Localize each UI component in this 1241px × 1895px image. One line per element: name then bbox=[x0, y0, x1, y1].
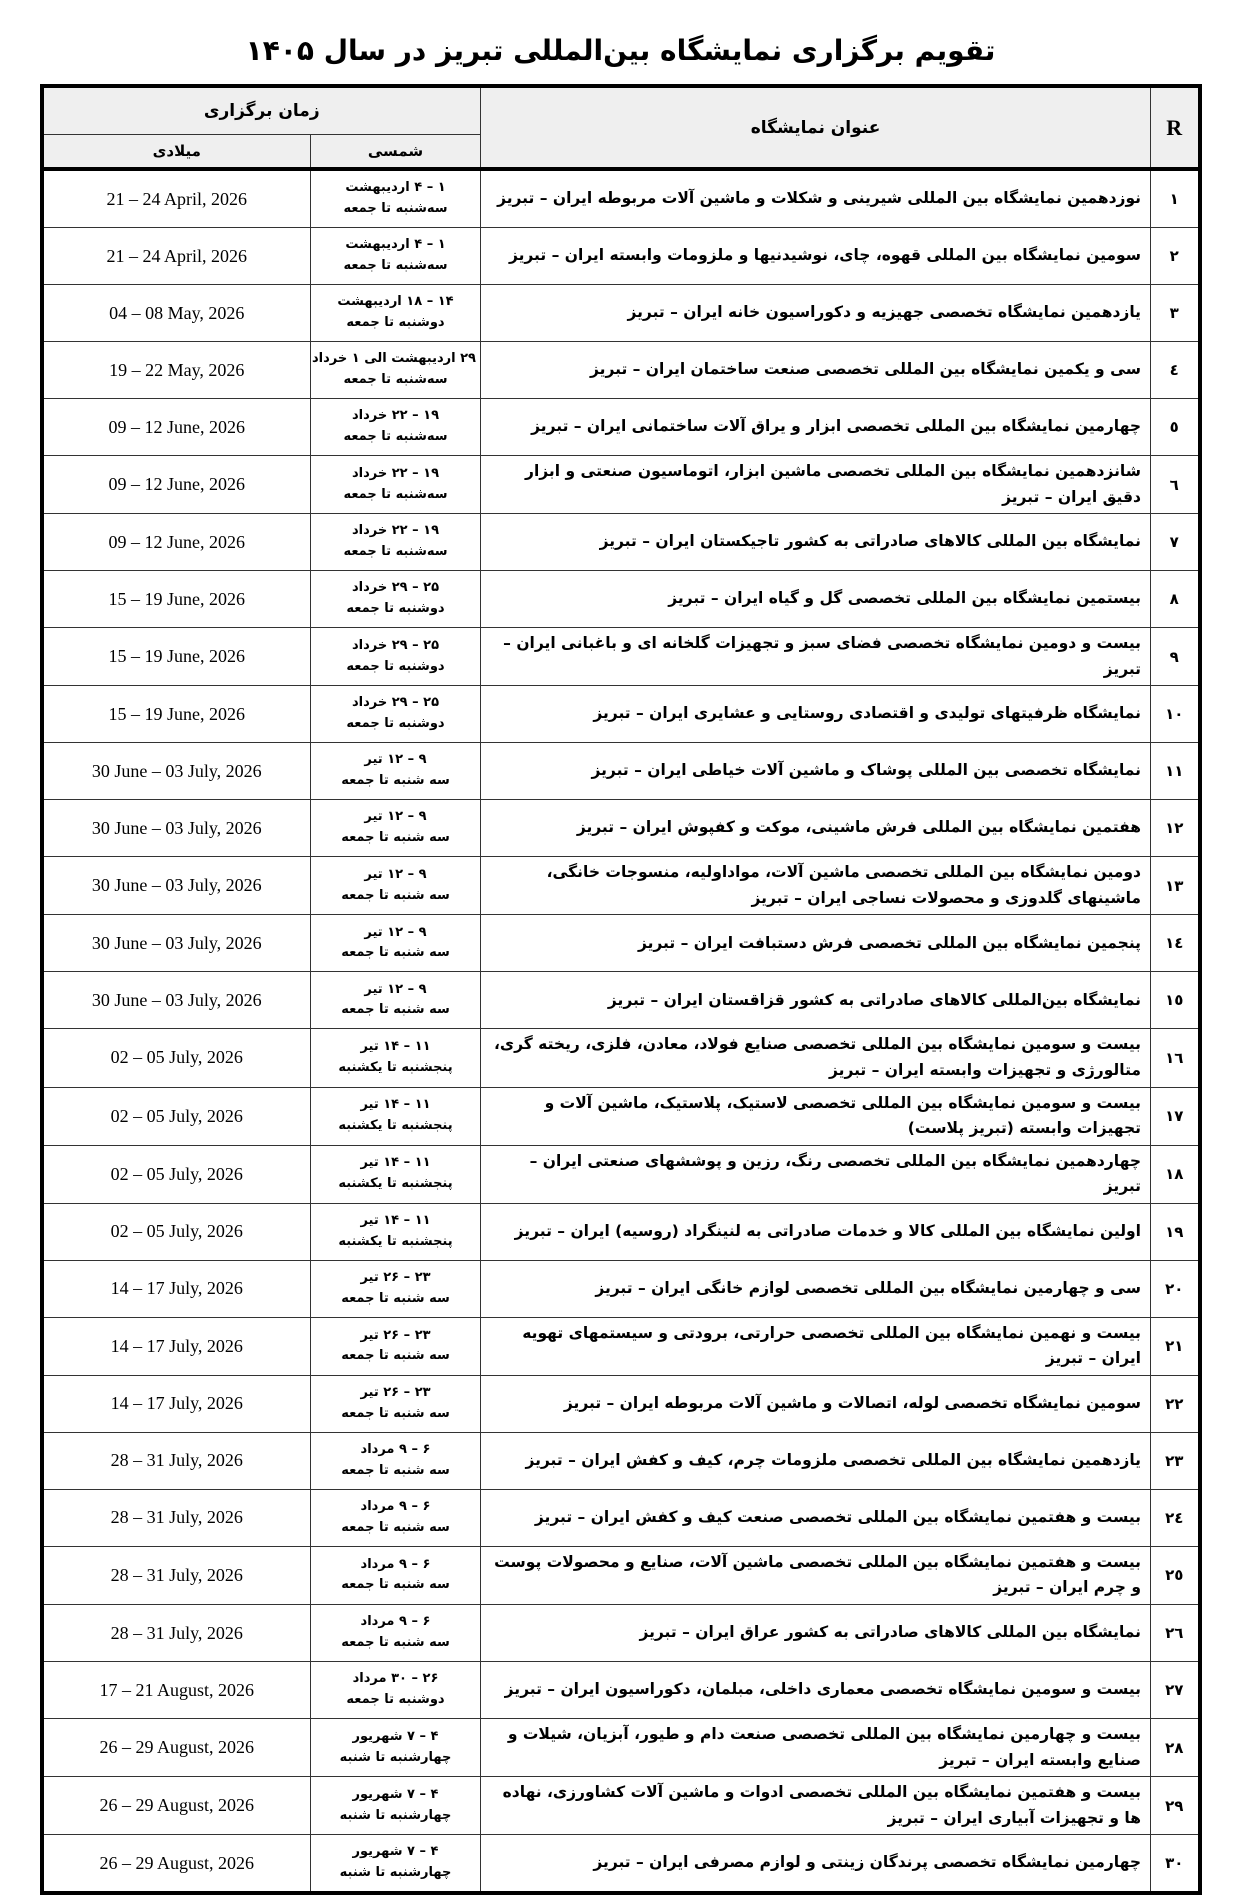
gregorian-date-cell: 28 – 31 July, 2026 bbox=[42, 1432, 311, 1489]
gregorian-date-cell: 09 – 12 June, 2026 bbox=[42, 399, 311, 456]
row-number-cell: ١٤ bbox=[1151, 915, 1200, 972]
solar-date-line: ۲۵ – ۲۹ خرداد bbox=[351, 580, 440, 596]
solar-days-line: چهارشنبه تا شنبه bbox=[339, 1749, 452, 1765]
solar-days-line: سه‌شنبه تا جمعه bbox=[343, 258, 448, 273]
gregorian-date-cell: 15 – 19 June, 2026 bbox=[42, 628, 311, 686]
solar-date-cell bbox=[311, 1029, 481, 1087]
gregorian-date-cell: 15 – 19 June, 2026 bbox=[42, 686, 311, 743]
solar-date-line: ۶ – ۹ مرداد bbox=[360, 1556, 431, 1572]
exhibition-title-cell: سومین نمایشگاه تخصصی لوله، اتصالات و ماشین آلات مربوطه ایران – تبریز bbox=[481, 1375, 1151, 1432]
gregorian-date-cell: 30 June – 03 July, 2026 bbox=[42, 743, 311, 800]
solar-days-line: سه شنبه تا جمعه bbox=[341, 887, 450, 903]
solar-days-line: چهارشنبه تا شنبه bbox=[339, 1807, 452, 1823]
exhibition-title-cell: چهاردهمین نمایشگاه بین المللی تخصصی رنگ، رزین و پوششهای صنعتی ایران – تبریز bbox=[481, 1145, 1151, 1203]
row-number-cell: ٨ bbox=[1151, 571, 1200, 628]
solar-days-line: سه‌شنبه تا جمعه bbox=[343, 544, 448, 560]
exhibition-title-cell: بیست و هفتمین نمایشگاه بین المللی تخصصی ادوات و ماشین آلات کشاورزی، نهاده ها و تجهیزات آبیاری ایران – تبریز bbox=[481, 1777, 1151, 1835]
solar-date-cell bbox=[311, 628, 481, 686]
exhibition-title-cell: یازدهمین نمایشگاه بین المللی تخصصی ملزومات چرم، کیف و کفش ایران – تبریز bbox=[481, 1432, 1151, 1489]
solar-date-cell bbox=[311, 1145, 481, 1203]
solar-date-line: ۹ – ۱۲ تیر bbox=[364, 752, 427, 768]
solar-date-line: ۱۹ – ۲۲ خرداد bbox=[351, 523, 440, 539]
solar-date-line: ۱۹ – ۲۲ خرداد bbox=[351, 408, 440, 424]
solar-days-line: سه‌شنبه تا جمعه bbox=[343, 201, 448, 216]
table-row bbox=[42, 1546, 1200, 1604]
table-body bbox=[42, 169, 1200, 1893]
gregorian-date-cell: 14 – 17 July, 2026 bbox=[42, 1375, 311, 1432]
solar-date-line: ۲۵ – ۲۹ خرداد bbox=[351, 637, 440, 653]
solar-days-line: دوشنبه تا جمعه bbox=[346, 315, 445, 330]
solar-days-line: سه‌شنبه تا جمعه bbox=[343, 486, 448, 502]
exhibition-title-cell: نمایشگاه ظرفیتهای تولیدی و اقتصادی روستایی و عشایری ایران – تبریز bbox=[481, 686, 1151, 743]
table-row bbox=[42, 1317, 1200, 1375]
row-number-cell: ٣٠ bbox=[1151, 1835, 1200, 1894]
table-row bbox=[42, 686, 1200, 743]
solar-days-line: سه شنبه تا جمعه bbox=[341, 830, 450, 846]
solar-date-cell bbox=[311, 915, 481, 972]
table-row bbox=[42, 857, 1200, 915]
row-number-cell: ١ bbox=[1151, 169, 1200, 228]
exhibition-title-cell: پنجمین نمایشگاه بین المللی تخصصی فرش دستبافت ایران – تبریز bbox=[481, 915, 1151, 972]
solar-days-line: سه‌شنبه تا جمعه bbox=[343, 372, 448, 387]
solar-days-line: سه شنبه تا جمعه bbox=[341, 945, 450, 961]
row-number-cell: ١٠ bbox=[1151, 686, 1200, 743]
header-time-group: زمان برگزاری bbox=[42, 86, 481, 135]
solar-date-line: ۴ – ۷ شهریور bbox=[352, 1844, 439, 1860]
solar-days-line: پنجشنبه تا یکشنبه bbox=[338, 1059, 453, 1075]
table-row bbox=[42, 1203, 1200, 1260]
row-number-cell: ٣ bbox=[1151, 285, 1200, 342]
solar-days-line: دوشنبه تا جمعه bbox=[346, 716, 445, 732]
solar-date-cell bbox=[311, 857, 481, 915]
exhibition-title-cell: بیستمین نمایشگاه بین المللی تخصصی گل و گیاه ایران – تبریز bbox=[481, 571, 1151, 628]
solar-date-cell bbox=[311, 1317, 481, 1375]
row-number-cell: ١٨ bbox=[1151, 1145, 1200, 1203]
table-row bbox=[42, 399, 1200, 456]
solar-date-line: ۹ – ۱۲ تیر bbox=[364, 867, 427, 883]
exhibition-title-cell: هفتمین نمایشگاه بین المللی فرش ماشینی، موکت و کفپوش ایران – تبریز bbox=[481, 800, 1151, 857]
solar-date-cell bbox=[311, 169, 481, 228]
solar-days-line: سه شنبه تا جمعه bbox=[341, 1290, 450, 1306]
row-number-cell: ٧ bbox=[1151, 514, 1200, 571]
gregorian-date-cell: 21 – 24 April, 2026 bbox=[42, 228, 311, 285]
exhibition-title-cell: سومین نمایشگاه بین المللی قهوه، چای، نوشیدنیها و ملزومات وابسته ایران – تبریز bbox=[481, 228, 1151, 285]
table-row bbox=[42, 972, 1200, 1029]
solar-days-line: دوشنبه تا جمعه bbox=[346, 1692, 445, 1707]
solar-date-line: ۶ – ۹ مرداد bbox=[360, 1614, 431, 1630]
row-number-cell: ٢١ bbox=[1151, 1317, 1200, 1375]
solar-date-cell bbox=[311, 1489, 481, 1546]
solar-days-line: پنجشنبه تا یکشنبه bbox=[338, 1176, 453, 1192]
gregorian-date-cell: 14 – 17 July, 2026 bbox=[42, 1317, 311, 1375]
exhibition-title-cell: بیست و چهارمین نمایشگاه بین المللی تخصصی صنعت دام و طیور، آبزیان، شیلات و صنایع وابسته ایران – تبریز bbox=[481, 1719, 1151, 1777]
row-number-cell: ٤ bbox=[1151, 342, 1200, 399]
solar-date-line: ۲۳ – ۲۶ تیر bbox=[360, 1269, 431, 1285]
exhibition-title-cell: بیست و سومین نمایشگاه بین المللی تخصصی لاستیک، پلاستیک، ماشین آلات و تجهیزات وابسته (تبریز پلاست) bbox=[481, 1087, 1151, 1145]
solar-days-line: سه شنبه تا جمعه bbox=[341, 1462, 450, 1478]
gregorian-date-cell: 30 June – 03 July, 2026 bbox=[42, 972, 311, 1029]
solar-date-line: ۱ – ۴ اردیبهشت bbox=[345, 237, 446, 253]
table-row bbox=[42, 800, 1200, 857]
solar-date-cell bbox=[311, 743, 481, 800]
solar-days-line: سه شنبه تا جمعه bbox=[341, 1405, 450, 1421]
row-number-cell: ٢٩ bbox=[1151, 1777, 1200, 1835]
exhibition-title-cell: سی و چهارمین نمایشگاه بین المللی تخصصی لوازم خانگی ایران – تبریز bbox=[481, 1260, 1151, 1317]
solar-days-line: سه شنبه تا جمعه bbox=[341, 1348, 450, 1364]
solar-date-line: ۱۹ – ۲۲ خرداد bbox=[351, 465, 440, 481]
table-row bbox=[42, 1835, 1200, 1894]
gregorian-date-cell: 21 – 24 April, 2026 bbox=[42, 169, 311, 228]
table-row bbox=[42, 1375, 1200, 1432]
solar-date-cell bbox=[311, 1087, 481, 1145]
solar-date-cell bbox=[311, 285, 481, 342]
header-solar: شمسی bbox=[311, 135, 481, 170]
solar-days-line: چهارشنبه تا شنبه bbox=[339, 1865, 452, 1881]
exhibition-title-cell: نوزدهمین نمایشگاه بین المللی شیرینی و شکلات و ماشین آلات مربوطه ایران – تبریز bbox=[481, 169, 1151, 228]
exhibition-title-cell: بیست و دومین نمایشگاه تخصصی فضای سبز و تجهیزات گلخانه ای و باغبانی ایران – تبریز bbox=[481, 628, 1151, 686]
row-number-cell: ٢٣ bbox=[1151, 1432, 1200, 1489]
solar-days-line: دوشنبه تا جمعه bbox=[346, 658, 445, 674]
row-number-cell: ١٥ bbox=[1151, 972, 1200, 1029]
row-number-cell: ١٣ bbox=[1151, 857, 1200, 915]
solar-date-line: ۲۳ – ۲۶ تیر bbox=[360, 1385, 431, 1401]
row-number-cell: ١١ bbox=[1151, 743, 1200, 800]
gregorian-date-cell: 30 June – 03 July, 2026 bbox=[42, 915, 311, 972]
row-number-cell: ٢٨ bbox=[1151, 1719, 1200, 1777]
gregorian-date-cell: 26 – 29 August, 2026 bbox=[42, 1777, 311, 1835]
solar-days-line: دوشنبه تا جمعه bbox=[346, 601, 445, 617]
row-number-cell: ٢٥ bbox=[1151, 1546, 1200, 1604]
solar-days-line: سه شنبه تا جمعه bbox=[341, 1577, 450, 1593]
exhibition-calendar-table bbox=[40, 84, 1202, 1895]
solar-days-line: سه‌شنبه تا جمعه bbox=[343, 429, 448, 444]
table-row bbox=[42, 1087, 1200, 1145]
solar-date-cell bbox=[311, 571, 481, 628]
solar-date-line: ۲۶ – ۳۰ مرداد bbox=[352, 1671, 439, 1687]
row-number-cell: ١٦ bbox=[1151, 1029, 1200, 1087]
row-number-cell: ٢ bbox=[1151, 228, 1200, 285]
gregorian-date-cell: 26 – 29 August, 2026 bbox=[42, 1835, 311, 1894]
row-number-cell: ١٧ bbox=[1151, 1087, 1200, 1145]
solar-date-cell bbox=[311, 342, 481, 399]
solar-date-line: ۴ – ۷ شهریور bbox=[352, 1786, 439, 1802]
exhibition-title-cell: شانزدهمین نمایشگاه بین المللی تخصصی ماشین ابزار، اتوماسیون صنعتی و ابزار دقیق ایران – تبریز bbox=[481, 456, 1151, 514]
exhibition-title-cell: اولین نمایشگاه بین المللی کالا و خدمات صادراتی به لنینگراد (روسیه) ایران – تبریز bbox=[481, 1203, 1151, 1260]
solar-date-cell bbox=[311, 1203, 481, 1260]
solar-date-line: ۹ – ۱۲ تیر bbox=[364, 981, 427, 997]
gregorian-date-cell: 02 – 05 July, 2026 bbox=[42, 1203, 311, 1260]
solar-date-cell bbox=[311, 972, 481, 1029]
table-row bbox=[42, 456, 1200, 514]
table-row bbox=[42, 1145, 1200, 1203]
gregorian-date-cell: 30 June – 03 July, 2026 bbox=[42, 857, 311, 915]
table-row bbox=[42, 628, 1200, 686]
gregorian-date-cell: 17 – 21 August, 2026 bbox=[42, 1662, 311, 1719]
exhibition-title-cell: بیست و نهمین نمایشگاه بین المللی تخصصی حرارتی، برودتی و سیستمهای تهویه ایران – تبریز bbox=[481, 1317, 1151, 1375]
solar-date-line: ۱۱ – ۱۴ تیر bbox=[360, 1097, 431, 1113]
row-number-cell: ٢٠ bbox=[1151, 1260, 1200, 1317]
table-row bbox=[42, 1260, 1200, 1317]
solar-days-line: پنجشنبه تا یکشنبه bbox=[338, 1118, 453, 1134]
solar-date-line: ۶ – ۹ مرداد bbox=[360, 1442, 431, 1458]
table-row bbox=[42, 1777, 1200, 1835]
gregorian-date-cell: 02 – 05 July, 2026 bbox=[42, 1087, 311, 1145]
solar-date-cell bbox=[311, 1375, 481, 1432]
table-row bbox=[42, 228, 1200, 285]
table-row bbox=[42, 169, 1200, 228]
solar-date-cell bbox=[311, 1719, 481, 1777]
solar-date-cell bbox=[311, 686, 481, 743]
exhibition-title-cell: چهارمین نمایشگاه بین المللی تخصصی ابزار و یراق آلات ساختمانی ایران – تبریز bbox=[481, 399, 1151, 456]
table-row bbox=[42, 915, 1200, 972]
row-number-cell: ٢٧ bbox=[1151, 1662, 1200, 1719]
row-number-cell: ١٢ bbox=[1151, 800, 1200, 857]
row-number-cell: ٢٤ bbox=[1151, 1489, 1200, 1546]
solar-date-line: ۱ – ۴ اردیبهشت bbox=[345, 180, 446, 196]
table-header bbox=[42, 86, 1200, 169]
table-row bbox=[42, 285, 1200, 342]
header-row-number: R bbox=[1151, 86, 1200, 169]
gregorian-date-cell: 02 – 05 July, 2026 bbox=[42, 1029, 311, 1087]
gregorian-date-cell: 04 – 08 May, 2026 bbox=[42, 285, 311, 342]
gregorian-date-cell: 26 – 29 August, 2026 bbox=[42, 1719, 311, 1777]
solar-date-line: ۲۳ – ۲۶ تیر bbox=[360, 1327, 431, 1343]
table-row bbox=[42, 514, 1200, 571]
solar-date-cell bbox=[311, 1835, 481, 1894]
solar-date-line: ۲۹ اردیبهشت الی ۱ خرداد bbox=[311, 351, 476, 367]
table-row bbox=[42, 342, 1200, 399]
solar-date-line: ۱۱ – ۱۴ تیر bbox=[360, 1155, 431, 1171]
row-number-cell: ٢٦ bbox=[1151, 1605, 1200, 1662]
gregorian-date-cell: 09 – 12 June, 2026 bbox=[42, 456, 311, 514]
exhibition-title-cell: سی و یکمین نمایشگاه بین المللی تخصصی صنعت ساختمان ایران – تبریز bbox=[481, 342, 1151, 399]
table-row bbox=[42, 1432, 1200, 1489]
gregorian-date-cell: 19 – 22 May, 2026 bbox=[42, 342, 311, 399]
solar-date-cell bbox=[311, 456, 481, 514]
exhibition-title-cell: دومین نمایشگاه بین المللی تخصصی ماشین آلات، مواداولیه، منسوجات خانگی، ماشینهای گلدوزی و محصولات نساجی ایران – تبریز bbox=[481, 857, 1151, 915]
table-row bbox=[42, 1029, 1200, 1087]
exhibition-title-cell: نمایشگاه تخصصی بین المللی پوشاک و ماشین آلات خیاطی ایران – تبریز bbox=[481, 743, 1151, 800]
exhibition-title-cell: بیست و سومین نمایشگاه بین المللی تخصصی صنایع فولاد، معادن، فلزی، ریخته گری، متالورژی و تجهیزات وابسته ایران – تبریز bbox=[481, 1029, 1151, 1087]
solar-date-cell bbox=[311, 1605, 481, 1662]
table-row bbox=[42, 1719, 1200, 1777]
solar-date-cell bbox=[311, 1260, 481, 1317]
solar-date-line: ۲۵ – ۲۹ خرداد bbox=[351, 695, 440, 711]
gregorian-date-cell: 30 June – 03 July, 2026 bbox=[42, 800, 311, 857]
solar-date-cell bbox=[311, 1432, 481, 1489]
gregorian-date-cell: 14 – 17 July, 2026 bbox=[42, 1260, 311, 1317]
solar-date-line: ۱۱ – ۱۴ تیر bbox=[360, 1039, 431, 1055]
exhibition-title-cell: بیست و سومین نمایشگاه تخصصی معماری داخلی، مبلمان، دکوراسیون ایران – تبریز bbox=[481, 1662, 1151, 1719]
solar-date-cell bbox=[311, 399, 481, 456]
exhibition-title-cell: نمایشگاه بین المللی کالاهای صادراتی به کشور تاجیکستان ایران – تبریز bbox=[481, 514, 1151, 571]
solar-date-line: ۶ – ۹ مرداد bbox=[360, 1499, 431, 1515]
page-title: تقویم برگزاری نمایشگاه بین‌المللی تبریز در سال ۱۴۰۵ bbox=[245, 34, 996, 67]
row-number-cell: ٥ bbox=[1151, 399, 1200, 456]
solar-date-cell bbox=[311, 1777, 481, 1835]
header-exhibition-title: عنوان نمایشگاه bbox=[481, 86, 1151, 169]
row-number-cell: ٦ bbox=[1151, 456, 1200, 514]
solar-date-cell bbox=[311, 1546, 481, 1604]
solar-days-line: سه شنبه تا جمعه bbox=[341, 1519, 450, 1535]
table-row bbox=[42, 1489, 1200, 1546]
table-row bbox=[42, 1662, 1200, 1719]
solar-days-line: سه شنبه تا جمعه bbox=[341, 1635, 450, 1650]
solar-date-line: ۴ – ۷ شهریور bbox=[352, 1728, 439, 1744]
table-row bbox=[42, 1605, 1200, 1662]
solar-date-line: ۹ – ۱۲ تیر bbox=[364, 809, 427, 825]
solar-days-line: پنجشنبه تا یکشنبه bbox=[338, 1233, 453, 1249]
exhibition-title-cell: بیست و هفتمین نمایشگاه بین المللی تخصصی صنعت کیف و کفش ایران – تبریز bbox=[481, 1489, 1151, 1546]
exhibition-title-cell: نمایشگاه بین‌المللی کالاهای صادراتی به کشور قزاقستان ایران – تبریز bbox=[481, 972, 1151, 1029]
solar-date-line: ۱۴ – ۱۸ اردیبهشت bbox=[337, 294, 454, 310]
solar-date-cell bbox=[311, 514, 481, 571]
table-row bbox=[42, 571, 1200, 628]
header-row-top bbox=[42, 86, 1200, 135]
gregorian-date-cell: 28 – 31 July, 2026 bbox=[42, 1489, 311, 1546]
gregorian-date-cell: 09 – 12 June, 2026 bbox=[42, 514, 311, 571]
solar-date-cell bbox=[311, 228, 481, 285]
solar-date-line: ۹ – ۱۲ تیر bbox=[364, 924, 427, 940]
exhibition-title-cell: نمایشگاه بین المللی کالاهای صادراتی به کشور عراق ایران – تبریز bbox=[481, 1605, 1151, 1662]
row-number-cell: ٢٢ bbox=[1151, 1375, 1200, 1432]
gregorian-date-cell: 28 – 31 July, 2026 bbox=[42, 1605, 311, 1662]
solar-date-line: ۱۱ – ۱۴ تیر bbox=[360, 1212, 431, 1228]
solar-days-line: سه شنبه تا جمعه bbox=[341, 1002, 450, 1018]
row-number-cell: ٩ bbox=[1151, 628, 1200, 686]
solar-date-cell bbox=[311, 800, 481, 857]
gregorian-date-cell: 02 – 05 July, 2026 bbox=[42, 1145, 311, 1203]
solar-date-cell bbox=[311, 1662, 481, 1719]
gregorian-date-cell: 28 – 31 July, 2026 bbox=[42, 1546, 311, 1604]
exhibition-title-cell: بیست و هفتمین نمایشگاه بین المللی تخصصی ماشین آلات، صنایع و محصولات پوست و چرم ایران – تبریز bbox=[481, 1546, 1151, 1604]
exhibition-title-cell: چهارمین نمایشگاه تخصصی پرندگان زینتی و لوازم مصرفی ایران – تبریز bbox=[481, 1835, 1151, 1894]
exhibition-title-cell: یازدهمین نمایشگاه تخصصی جهیزیه و دکوراسیون خانه ایران – تبریز bbox=[481, 285, 1151, 342]
table-row bbox=[42, 743, 1200, 800]
header-gregorian: میلادی bbox=[42, 135, 311, 170]
gregorian-date-cell: 15 – 19 June, 2026 bbox=[42, 571, 311, 628]
row-number-cell: ١٩ bbox=[1151, 1203, 1200, 1260]
solar-days-line: سه شنبه تا جمعه bbox=[341, 773, 450, 789]
